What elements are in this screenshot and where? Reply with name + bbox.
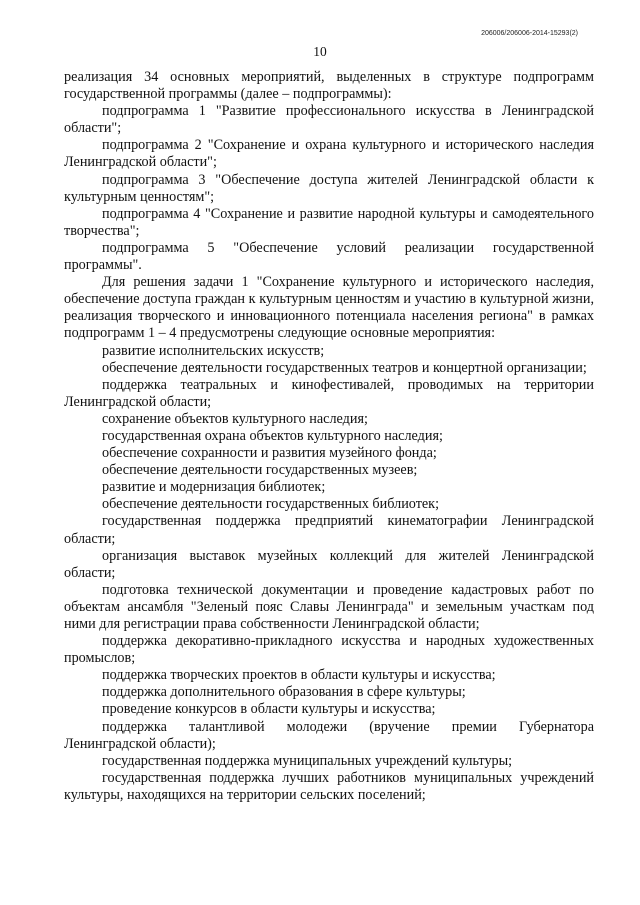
document-body: [64, 69, 594, 804]
document-id: 206006/206006-2014-15293(2): [481, 30, 578, 37]
paragraph: подпрограмма 1 "Развитие профессионального искусства в Ленинградской области";: [64, 103, 594, 137]
paragraph: поддержка декоративно-прикладного искусства и народных художественных промыслов;: [64, 633, 594, 667]
paragraph: поддержка творческих проектов в области культуры и искусства;: [102, 667, 496, 684]
paragraph: подпрограмма 3 "Обеспечение доступа жителей Ленинградской области к культурным ценностям";: [64, 171, 594, 205]
paragraph: поддержка дополнительного образования в сфере культуры;: [102, 684, 466, 701]
paragraph: проведение конкурсов в области культуры и искусства;: [102, 701, 436, 718]
paragraph: сохранение объектов культурного наследия;: [102, 410, 368, 427]
paragraph: подготовка технической документации и проведение кадастровых работ по объектам ансамбля "Зеленый пояс Славы Ленинграда" и земельным участкам под ними для регистрации права собственности Ленинградской области;: [64, 581, 594, 632]
page-number: 10: [313, 44, 327, 59]
paragraph: государственная поддержка предприятий кинематографии Ленинградской области;: [64, 513, 594, 547]
paragraph: развитие и модернизация библиотек;: [102, 479, 326, 496]
paragraph: государственная поддержка лучших работников муниципальных учреждений культуры, находящихся на территории сельских поселений;: [64, 769, 594, 803]
paragraph: подпрограмма 4 "Сохранение и развитие народной культуры и самодеятельного творчества";: [64, 205, 594, 239]
paragraph: подпрограмма 2 "Сохранение и охрана культурного и исторического наследия Ленинградской области";: [64, 137, 594, 171]
paragraph: подпрограмма 5 "Обеспечение условий реализации государственной программы".: [64, 239, 594, 274]
paragraph: Для решения задачи 1 "Сохранение культурного и исторического наследия, обеспечение доступа граждан к культурным ценностям и участию в культурной жизни, реализация творческого и инновационного потенциала населения региона" в рамках подпрограмм 1 – 4 предусмотрены следующие основные мероприятия:: [64, 274, 594, 342]
paragraph: организация выставок музейных коллекций для жителей Ленинградской области;: [64, 547, 594, 581]
paragraph: государственная охрана объектов культурного наследия;: [102, 427, 443, 444]
paragraph: обеспечение деятельности государственных театров и концертной организации;: [102, 359, 587, 376]
paragraph: государственная поддержка муниципальных учреждений культуры;: [102, 752, 513, 769]
paragraph: поддержка талантливой молодежи (вручение премии Губернатора Ленинградской области);: [64, 718, 594, 752]
paragraph: реализация 34 основных мероприятий, выделенных в структуре подпрограмм государственной программы (далее – подпрограммы):: [64, 69, 594, 103]
paragraph: обеспечение деятельности государственных музеев;: [102, 462, 418, 479]
paragraph: обеспечение деятельности государственных библиотек;: [102, 496, 440, 513]
paragraph: поддержка театральных и кинофестивалей, проводимых на территории Ленинградской области;: [64, 376, 594, 410]
paragraph: развитие исполнительских искусств;: [102, 342, 325, 359]
paragraph: обеспечение сохранности и развития музейного фонда;: [102, 445, 437, 462]
